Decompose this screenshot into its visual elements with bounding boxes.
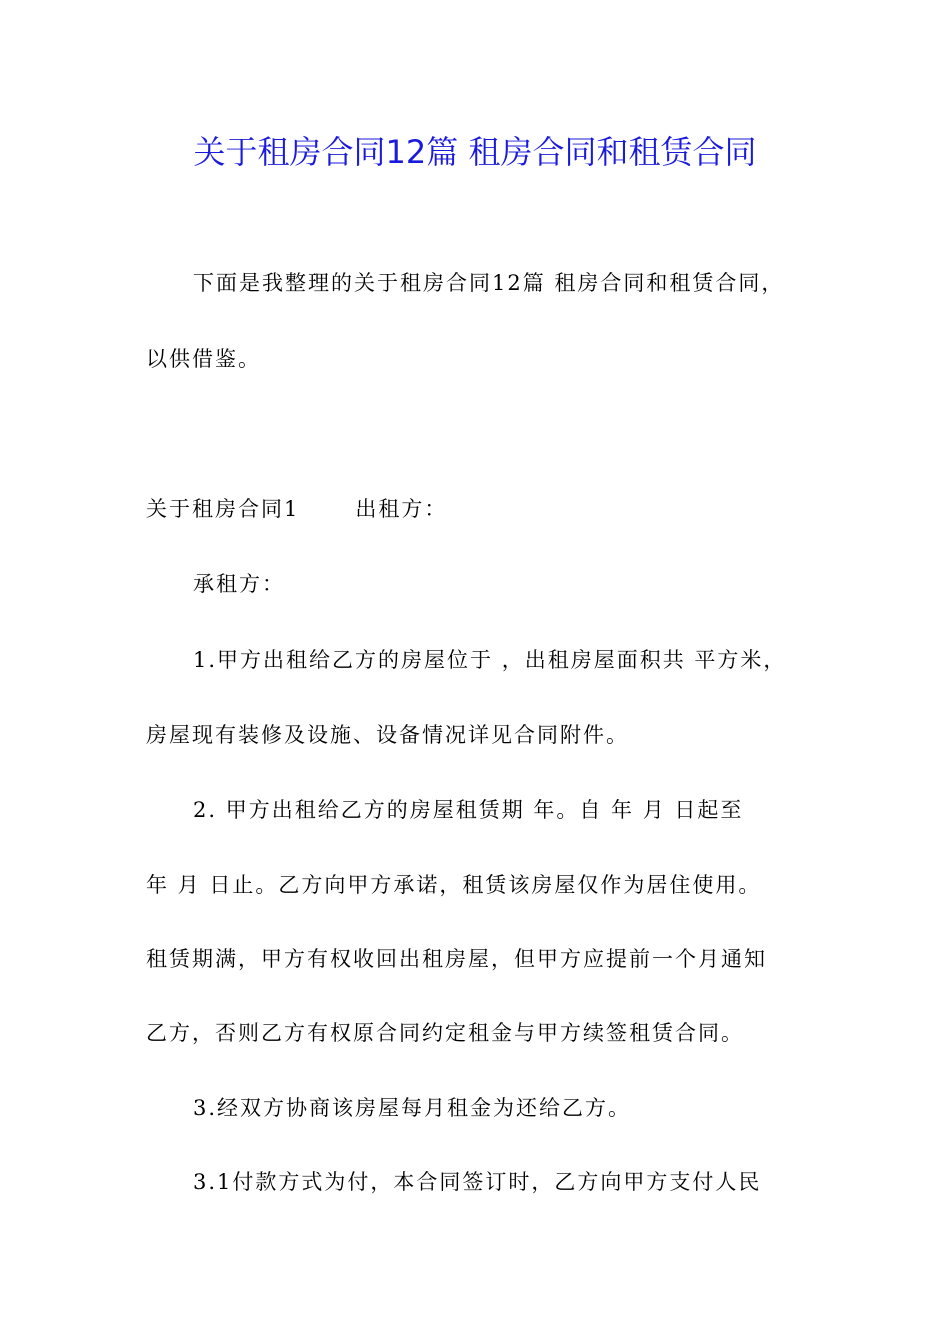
paragraph-line: 乙方，否则乙方有权原合同约定租金与甲方续签租赁合同。: [146, 1021, 744, 1045]
paragraph-line: 2. 甲方出租给乙方的房屋租赁期 年。自 年 月 日起至: [193, 798, 744, 822]
section-heading-row: [146, 494, 447, 524]
paragraph-line: 年 月 日止。乙方向甲方承诺，租赁该房屋仅作为居住使用。: [146, 873, 762, 897]
lessor-label: 出租方：: [355, 497, 448, 521]
intro-line-2: 以供借鉴。: [146, 347, 261, 371]
paragraph-line: 租赁期满，甲方有权收回出租房屋，但甲方应提前一个月通知: [146, 947, 767, 971]
section-heading: 关于租房合同1: [146, 497, 300, 521]
paragraph-line: 3.经双方协商该房屋每月租金为还给乙方。: [193, 1096, 632, 1120]
lessee-label: 承租方：: [193, 572, 285, 596]
document-title: 关于租房合同12篇 租房合同和租赁合同: [193, 133, 757, 171]
intro-line-1: 下面是我整理的关于租房合同12篇 租房合同和租赁合同，: [193, 271, 785, 295]
paragraph-line: 3.1付款方式为付，本合同签订时，乙方向甲方支付人民: [193, 1170, 762, 1194]
paragraph-line: 1.甲方出租给乙方的房屋位于 ，出租房屋面积共 平方米，: [193, 648, 787, 672]
paragraph-line: 房屋现有装修及设施、设备情况详见合同附件。: [146, 723, 629, 747]
